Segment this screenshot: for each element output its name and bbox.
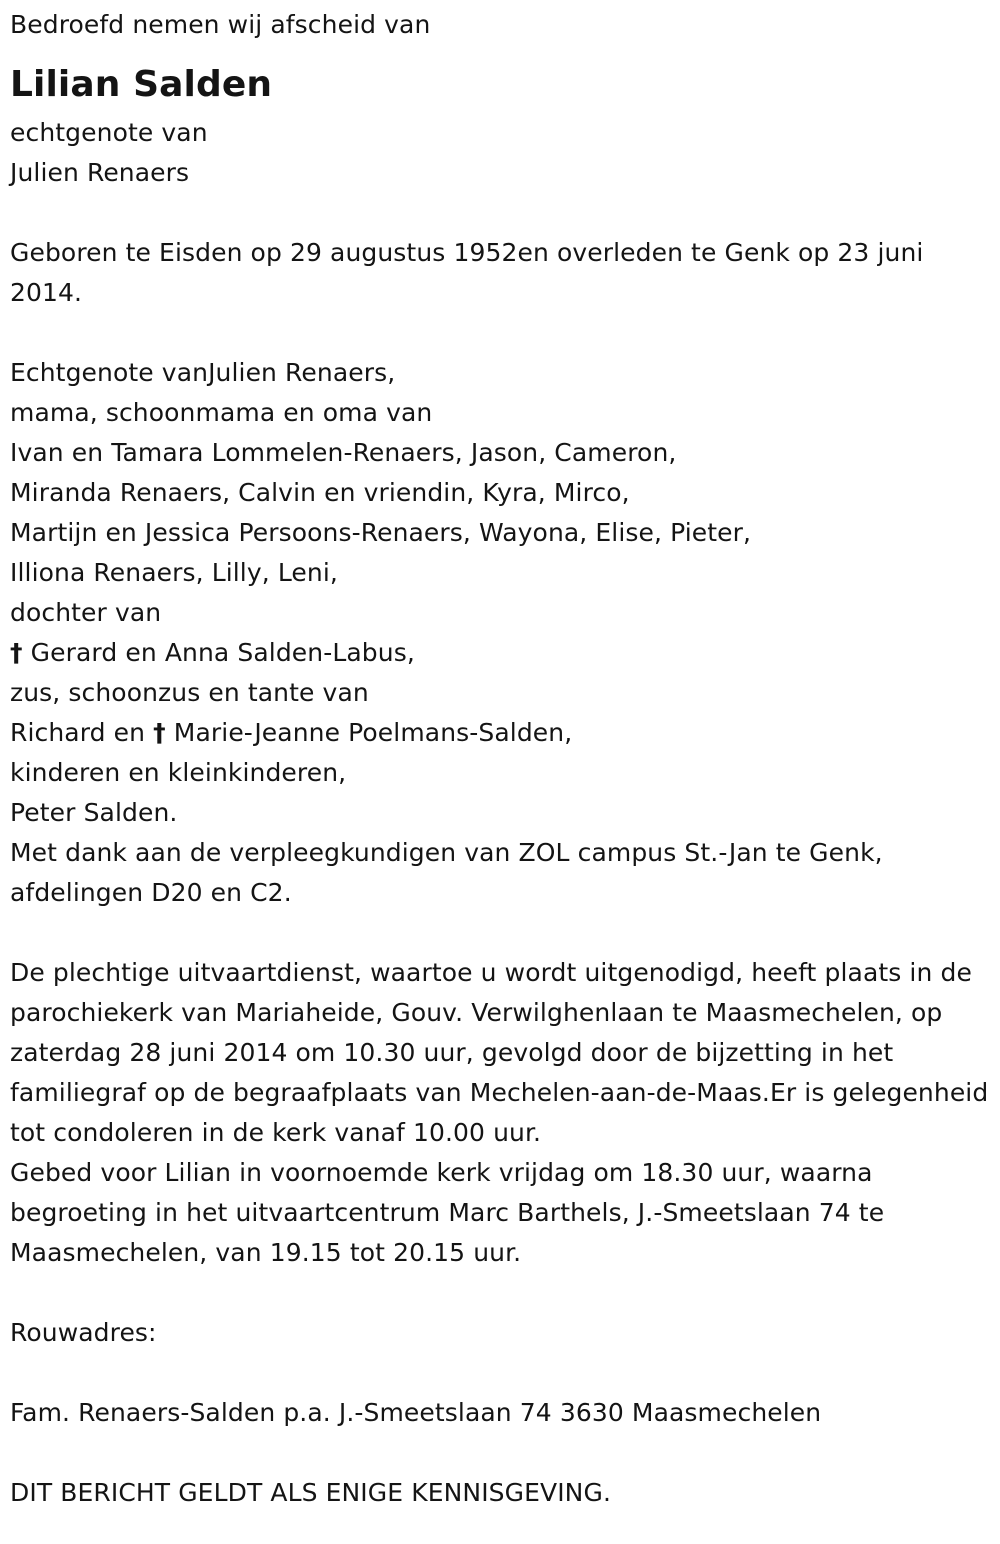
service-text: De plechtige uitvaartdienst, waartoe u wordt uitgenodigd, heeft plaats in de parochiekerk van Mariaheide, Gouv. Verwilghenlaan te Maasmechelen, op zaterdag 28 juni 2014 om 10.30 uur, gevolgd door de bijzetting in het familiegraf op de begraafplaats van Mechelen-aan-de-Maas.Er is gelegenheid tot condoleren in de kerk vanaf 10.00 uur. bbox=[10, 958, 989, 1147]
family-line: zus, schoonzus en tante van bbox=[10, 678, 369, 707]
spacer bbox=[10, 313, 995, 353]
address-value: Fam. Renaers-Salden p.a. J.-Smeetslaan 74 3630 Maasmechelen bbox=[10, 1398, 822, 1427]
spouse-label: echtgenote van bbox=[10, 118, 208, 147]
family-line-parents bbox=[10, 633, 995, 673]
family-line: mama, schoonmama en oma van bbox=[10, 398, 433, 427]
thanks-text: Met dank aan de verpleegkundigen van ZOL campus St.-Jan te Genk, afdelingen D20 en C2. bbox=[10, 838, 883, 907]
obituary-document bbox=[10, 5, 995, 1513]
deceased-name: Lilian Salden bbox=[10, 64, 273, 105]
sibling-text: Richard en bbox=[10, 718, 154, 747]
family-line: Miranda Renaers, Calvin en vriendin, Kyra, Mirco, bbox=[10, 478, 630, 507]
intro-text: Bedroefd nemen wij afscheid van bbox=[10, 10, 431, 39]
family-line: Ivan en Tamara Lommelen-Renaers, Jason, Cameron, bbox=[10, 438, 677, 467]
spacer bbox=[10, 193, 995, 233]
spacer bbox=[10, 1273, 995, 1313]
family-line: dochter van bbox=[10, 598, 162, 627]
address-label: Rouwadres: bbox=[10, 1318, 157, 1347]
family-line: Echtgenote vanJulien Renaers, bbox=[10, 358, 396, 387]
notice-text: DIT BERICHT GELDT ALS ENIGE KENNISGEVING. bbox=[10, 1478, 611, 1507]
spacer bbox=[10, 1433, 995, 1473]
family-line: Illiona Renaers, Lilly, Leni, bbox=[10, 558, 338, 587]
cross-icon: † bbox=[10, 638, 23, 667]
spacer bbox=[10, 1353, 995, 1393]
parents-text: Gerard en Anna Salden-Labus, bbox=[22, 638, 415, 667]
birth-death-text: Geboren te Eisden op 29 augustus 1952en overleden te Genk op 23 juni 2014. bbox=[10, 238, 924, 307]
sibling-text: Marie-Jeanne Poelmans-Salden, bbox=[165, 718, 573, 747]
spouse-name: Julien Renaers bbox=[10, 158, 190, 187]
cross-icon: † bbox=[153, 718, 166, 747]
family-line: Martijn en Jessica Persoons-Renaers, Wayona, Elise, Pieter, bbox=[10, 518, 752, 547]
family-line: kinderen en kleinkinderen, bbox=[10, 758, 347, 787]
family-line: Peter Salden. bbox=[10, 798, 178, 827]
family-line-siblings bbox=[10, 713, 995, 753]
prayer-text: Gebed voor Lilian in voornoemde kerk vrijdag om 18.30 uur, waarna begroeting in het uitvaartcentrum Marc Barthels, J.-Smeetslaan 74 te Maasmechelen, van 19.15 tot 20.15 uur. bbox=[10, 1158, 885, 1267]
spacer bbox=[10, 913, 995, 953]
